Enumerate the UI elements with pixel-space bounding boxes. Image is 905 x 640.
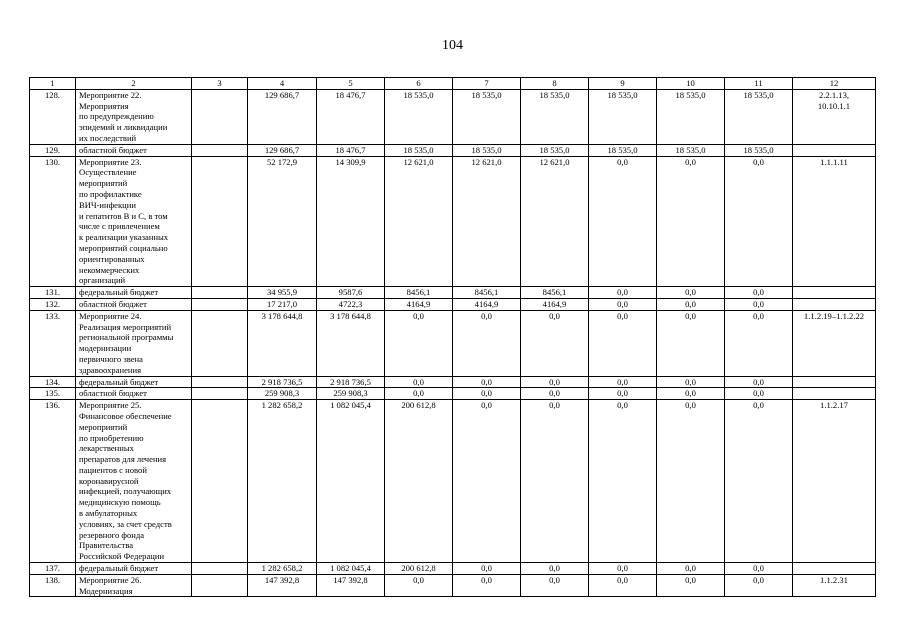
value-cell: 0,0 — [385, 388, 453, 400]
value-cell: 18 535,0 — [385, 89, 453, 144]
value-cell: 1 282 658,2 — [248, 563, 317, 575]
value-cell: 0,0 — [657, 310, 725, 376]
value-cell: 0,0 — [521, 376, 589, 388]
value-cell: 4164,9 — [385, 298, 453, 310]
row-name-cell: областной бюджет — [76, 298, 192, 310]
code-cell — [793, 388, 876, 400]
value-cell: 0,0 — [589, 388, 657, 400]
value-cell: 147 392,8 — [317, 574, 385, 597]
column-3-cell — [192, 388, 248, 400]
code-cell: 2.2.1.13, 10.10.1.1 — [793, 89, 876, 144]
value-cell: 0,0 — [657, 376, 725, 388]
value-cell: 0,0 — [521, 563, 589, 575]
value-cell: 0,0 — [725, 287, 793, 299]
value-cell: 1 282 658,2 — [248, 400, 317, 563]
value-cell: 0,0 — [453, 563, 521, 575]
value-cell: 2 918 736,5 — [317, 376, 385, 388]
value-cell: 18 535,0 — [657, 89, 725, 144]
row-number-cell: 131. — [30, 287, 76, 299]
value-cell: 0,0 — [589, 574, 657, 597]
value-cell: 0,0 — [657, 563, 725, 575]
row-name-cell: областной бюджет — [76, 144, 192, 156]
code-cell: 1.1.2.19–1.1.2.22 — [793, 310, 876, 376]
column-3-cell — [192, 298, 248, 310]
column-3-cell — [192, 400, 248, 563]
row-name-cell: федеральный бюджет — [76, 287, 192, 299]
code-cell — [793, 287, 876, 299]
value-cell: 0,0 — [725, 298, 793, 310]
column-3-cell — [192, 144, 248, 156]
value-cell: 0,0 — [453, 388, 521, 400]
value-cell: 18 476,7 — [317, 144, 385, 156]
value-cell: 4164,9 — [453, 298, 521, 310]
value-cell: 0,0 — [657, 388, 725, 400]
value-cell: 259 908,3 — [248, 388, 317, 400]
table-row — [30, 563, 876, 575]
value-cell: 12 621,0 — [453, 156, 521, 287]
value-cell: 0,0 — [453, 400, 521, 563]
row-name-cell: областной бюджет — [76, 388, 192, 400]
value-cell: 0,0 — [521, 310, 589, 376]
value-cell: 0,0 — [589, 376, 657, 388]
value-cell: 17 217,0 — [248, 298, 317, 310]
value-cell: 4164,9 — [521, 298, 589, 310]
value-cell: 18 535,0 — [589, 144, 657, 156]
table-row — [30, 298, 876, 310]
value-cell: 18 476,7 — [317, 89, 385, 144]
code-cell: 1.1.1.11 — [793, 156, 876, 287]
value-cell: 3 178 644,8 — [248, 310, 317, 376]
value-cell: 52 172,9 — [248, 156, 317, 287]
code-cell: 1.1.2.17 — [793, 400, 876, 563]
value-cell: 12 621,0 — [385, 156, 453, 287]
value-cell: 14 309,9 — [317, 156, 385, 287]
value-cell: 0,0 — [589, 298, 657, 310]
table-body — [30, 89, 876, 597]
code-cell — [793, 298, 876, 310]
value-cell: 3 178 644,8 — [317, 310, 385, 376]
value-cell: 18 535,0 — [521, 144, 589, 156]
value-cell: 18 535,0 — [385, 144, 453, 156]
budget-table — [29, 77, 876, 597]
row-name-cell: Мероприятие 26. Модернизация — [76, 574, 192, 597]
value-cell: 259 908,3 — [317, 388, 385, 400]
value-cell: 0,0 — [453, 574, 521, 597]
header-cell: 2 — [76, 78, 192, 90]
header-cell: 8 — [521, 78, 589, 90]
header-cell: 6 — [385, 78, 453, 90]
table-row — [30, 144, 876, 156]
row-name-cell: Мероприятие 23. Осуществление мероприятий по профилактике ВИЧ-инфекции и гепатитов В и С, в том числе с привлечением к реализации указанных мероприятий социально ориентированных некоммерческих организаций — [76, 156, 192, 287]
value-cell: 0,0 — [725, 310, 793, 376]
row-name-cell: Мероприятие 25. Финансовое обеспечение мероприятий по приобретению лекарственных препаратов для лечения пациентов с новой коронавирусной инфекцией, получающих медицинскую помощь в амбулаторных условиях, за счет средств резервного фонда Правительства Российской Федерации — [76, 400, 192, 563]
code-cell: 1.1.2.31 — [793, 574, 876, 597]
table-row — [30, 388, 876, 400]
value-cell: 147 392,8 — [248, 574, 317, 597]
value-cell: 129 686,7 — [248, 144, 317, 156]
table-row — [30, 89, 876, 144]
value-cell: 0,0 — [385, 376, 453, 388]
value-cell: 9587,6 — [317, 287, 385, 299]
value-cell: 200 612,8 — [385, 400, 453, 563]
column-3-cell — [192, 89, 248, 144]
value-cell: 0,0 — [385, 574, 453, 597]
row-number-cell: 130. — [30, 156, 76, 287]
value-cell: 0,0 — [589, 563, 657, 575]
value-cell: 0,0 — [589, 400, 657, 563]
value-cell: 1 082 045,4 — [317, 400, 385, 563]
column-3-cell — [192, 563, 248, 575]
value-cell: 0,0 — [453, 376, 521, 388]
code-cell — [793, 144, 876, 156]
value-cell: 4722,3 — [317, 298, 385, 310]
row-number-cell: 132. — [30, 298, 76, 310]
page-number: 104 — [442, 38, 463, 53]
header-cell: 4 — [248, 78, 317, 90]
column-3-cell — [192, 287, 248, 299]
value-cell: 1 082 045,4 — [317, 563, 385, 575]
row-number-cell: 129. — [30, 144, 76, 156]
value-cell: 34 955,9 — [248, 287, 317, 299]
value-cell: 0,0 — [725, 574, 793, 597]
value-cell: 18 535,0 — [453, 144, 521, 156]
value-cell: 0,0 — [589, 287, 657, 299]
row-name-cell: федеральный бюджет — [76, 563, 192, 575]
value-cell: 18 535,0 — [657, 144, 725, 156]
value-cell: 0,0 — [725, 400, 793, 563]
value-cell: 200 612,8 — [385, 563, 453, 575]
row-name-cell: Мероприятие 24. Реализация мероприятий региональной программы модернизации первичного звена здравоохранения — [76, 310, 192, 376]
value-cell: 18 535,0 — [725, 144, 793, 156]
row-number-cell: 128. — [30, 89, 76, 144]
value-cell: 18 535,0 — [453, 89, 521, 144]
row-name-cell: Мероприятие 22. Мероприятия по предупреждению эпидемий и ликвидации их последствий — [76, 89, 192, 144]
value-cell: 0,0 — [657, 287, 725, 299]
value-cell: 8456,1 — [521, 287, 589, 299]
code-cell — [793, 376, 876, 388]
row-name-cell: федеральный бюджет — [76, 376, 192, 388]
table-row — [30, 310, 876, 376]
value-cell: 8456,1 — [453, 287, 521, 299]
value-cell: 0,0 — [521, 574, 589, 597]
value-cell: 0,0 — [589, 156, 657, 287]
header-cell: 9 — [589, 78, 657, 90]
value-cell: 8456,1 — [385, 287, 453, 299]
value-cell: 0,0 — [657, 298, 725, 310]
value-cell: 0,0 — [385, 310, 453, 376]
header-cell: 7 — [453, 78, 521, 90]
header-cell: 1 — [30, 78, 76, 90]
row-number-cell: 137. — [30, 563, 76, 575]
code-cell — [793, 563, 876, 575]
row-number-cell: 135. — [30, 388, 76, 400]
table-row — [30, 156, 876, 287]
value-cell: 0,0 — [725, 563, 793, 575]
table-row — [30, 400, 876, 563]
value-cell: 18 535,0 — [521, 89, 589, 144]
value-cell: 12 621,0 — [521, 156, 589, 287]
value-cell: 0,0 — [521, 400, 589, 563]
value-cell: 2 918 736,5 — [248, 376, 317, 388]
value-cell: 0,0 — [725, 156, 793, 287]
value-cell: 0,0 — [589, 310, 657, 376]
table-row — [30, 287, 876, 299]
column-3-cell — [192, 310, 248, 376]
value-cell: 0,0 — [453, 310, 521, 376]
column-3-cell — [192, 376, 248, 388]
header-cell: 10 — [657, 78, 725, 90]
value-cell: 0,0 — [725, 376, 793, 388]
value-cell: 0,0 — [657, 400, 725, 563]
row-number-cell: 134. — [30, 376, 76, 388]
row-number-cell: 133. — [30, 310, 76, 376]
table-row — [30, 574, 876, 597]
header-cell: 3 — [192, 78, 248, 90]
header-cell: 11 — [725, 78, 793, 90]
value-cell: 0,0 — [521, 388, 589, 400]
header-row — [30, 78, 876, 90]
value-cell: 0,0 — [657, 156, 725, 287]
value-cell: 18 535,0 — [589, 89, 657, 144]
column-3-cell — [192, 156, 248, 287]
row-number-cell: 136. — [30, 400, 76, 563]
column-3-cell — [192, 574, 248, 597]
header-cell: 5 — [317, 78, 385, 90]
value-cell: 0,0 — [657, 574, 725, 597]
header-cell: 12 — [793, 78, 876, 90]
table-row — [30, 376, 876, 388]
value-cell: 18 535,0 — [725, 89, 793, 144]
value-cell: 0,0 — [725, 388, 793, 400]
row-number-cell: 138. — [30, 574, 76, 597]
value-cell: 129 686,7 — [248, 89, 317, 144]
